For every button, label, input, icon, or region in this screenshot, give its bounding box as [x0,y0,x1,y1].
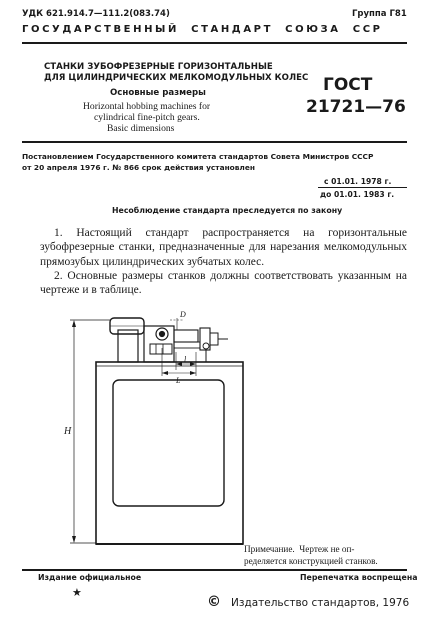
title-en-line2: cylindrical fine-pitch gears. [94,112,200,123]
decree-date-to: до 01.01. 1983 г. [320,190,395,199]
title-ru-line2: ДЛЯ ЦИЛИНДРИЧЕСКИХ МЕЛКОМОДУЛЬНЫХ КОЛЕС [44,73,309,83]
reprint-prohibited: Перепечатка воспрещена [300,573,418,582]
official-edition: Издание официальное [38,573,142,582]
copyright-symbol: © [207,594,221,610]
gost-label: ГОСТ [323,75,373,95]
decree-line2: от 20 апреля 1976 г. № 866 срок действия установлен [22,163,255,172]
decree-line1: Постановлением Государственного комитета стандартов Совета Министров СССР [22,152,374,161]
title-en-line1: Horizontal hobbing machines for [83,101,211,112]
paragraph-2-text: 2. Основные размеры станков должны соответствовать указанным на чертеже и в таблице. [40,270,407,297]
paragraph-1-text: 1. Настоящий стандарт распространяется на горизонтальные зубофрезерные станки, предназначенные для нарезания мелкомодульных прямозубых цилиндрических зубчатых колес. [40,227,407,268]
star-icon: ★ [72,587,82,599]
standard-banner: ГОСУДАРСТВЕННЫЙ СТАНДАРТ СОЮЗА ССР [22,24,383,35]
drawing-note-line2: ределяется конструкцией станков. [244,556,378,566]
publisher-line: Издательство стандартов, 1976 [231,597,410,609]
title-ru-subtitle: Основные размеры [110,88,206,98]
drawing-note-line1: Примечание. Чертеж не оп- [244,544,355,554]
title-en-line3: Basic dimensions [107,123,175,134]
dim-label-L: L [176,376,181,385]
title-ru-line1: СТАНКИ ЗУБОФРЕЗЕРНЫЕ ГОРИЗОНТАЛЬНЫЕ [44,62,273,72]
gost-number: 21721—76 [306,97,406,117]
group-code: Группа Г81 [352,9,407,19]
udc-code: УДК 621.914.7—111.2(083.74) [22,9,170,19]
dim-label-D: D [180,310,186,319]
law-warning: Несоблюдение стандарта преследуется по закону [112,206,343,215]
decree-date-from: с 01.01. 1978 г. [324,177,392,186]
dim-label-H: H [64,426,72,437]
dim-label-l: l [184,355,187,364]
footer-rule [22,569,407,571]
